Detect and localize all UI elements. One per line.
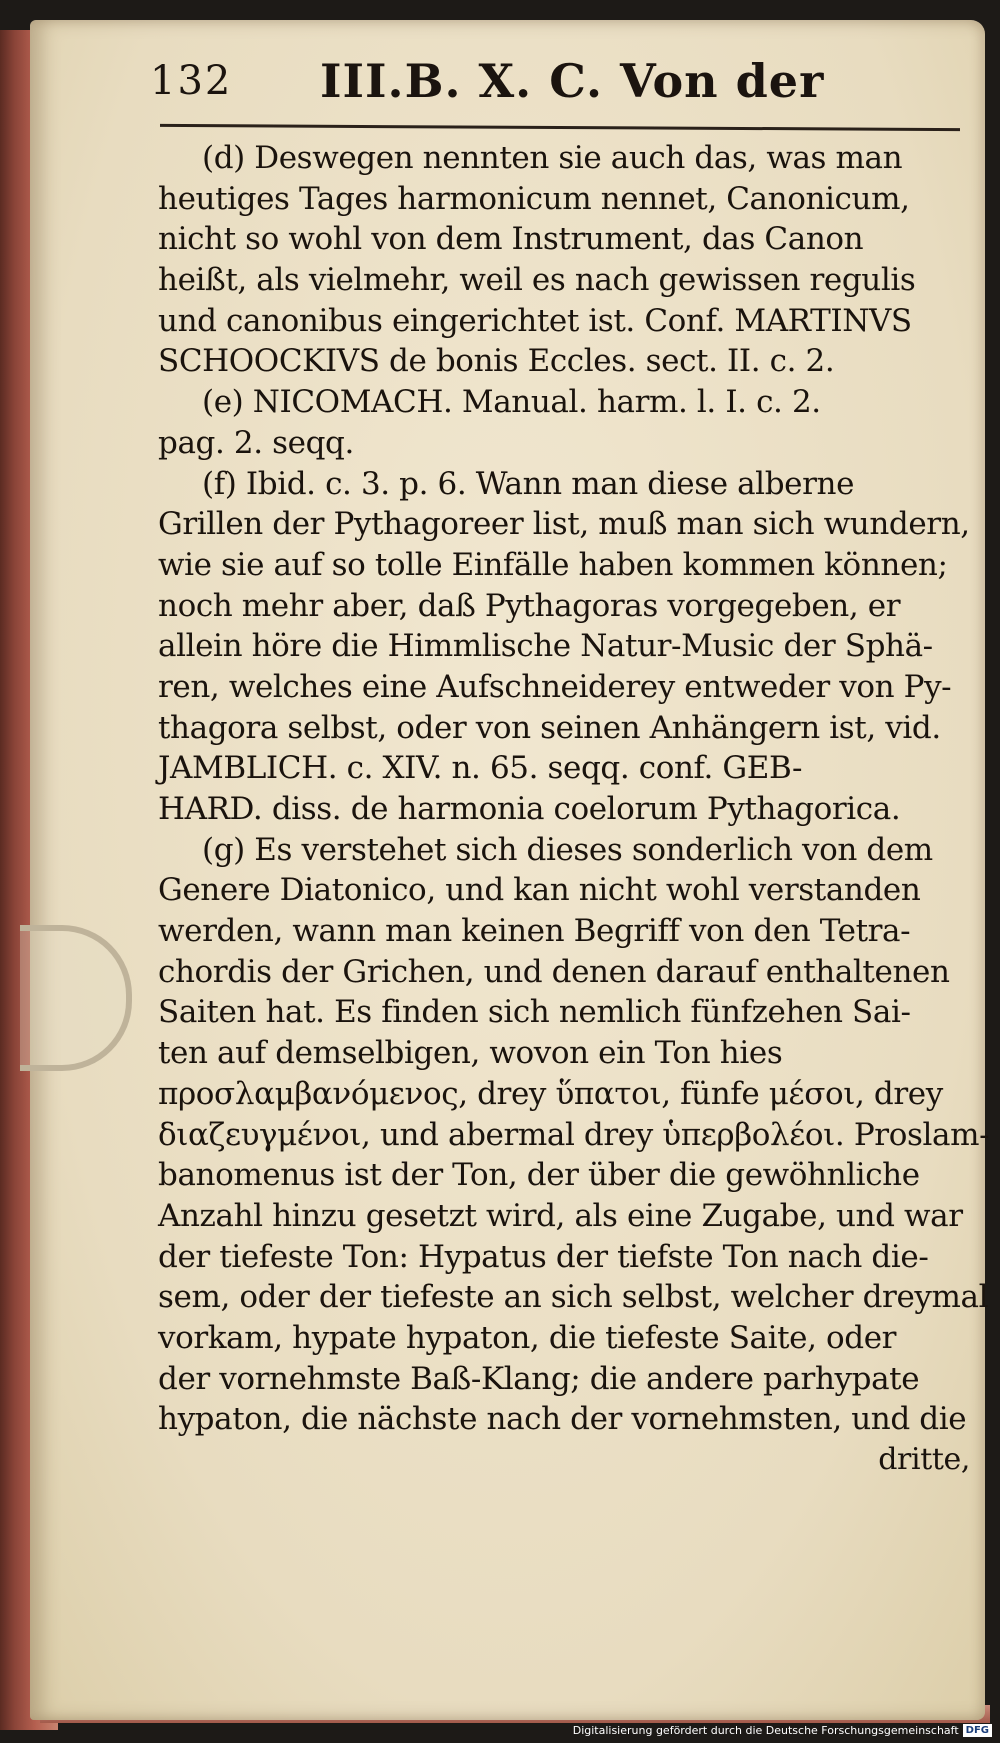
text-line: und canonibus eingerichtet ist. Conf. MARTINVS bbox=[158, 302, 912, 339]
text-line: werden, wann man keinen Begriff von den Tetra- bbox=[158, 913, 911, 950]
text-line: banomenus ist der Ton, der über die gewöhnliche bbox=[158, 1157, 920, 1194]
text-line: διαζευγμένοι, und abermal drey ὑπερβολέοι. Proslam- bbox=[158, 1116, 990, 1153]
text-line: heutiges Tages harmonicum nennet, Canonicum, bbox=[158, 180, 910, 217]
text-line: SCHOOCKIVS de bonis Eccles. sect. II. c. 2. bbox=[158, 343, 835, 380]
text-line: HARD. diss. de harmonia coelorum Pythagorica. bbox=[158, 791, 901, 827]
dfg-logo: DFG bbox=[963, 1724, 992, 1737]
text-block bbox=[158, 138, 990, 1481]
text-line: hypaton, die nächste nach der vornehmsten, und die bbox=[158, 1401, 967, 1438]
text-line: der tiefeste Ton: Hypatus der tiefste Ton nach die- bbox=[158, 1238, 929, 1275]
text-line: pag. 2. seqq. bbox=[158, 424, 354, 461]
text-line: heißt, als vielmehr, weil es nach gewissen regulis bbox=[158, 262, 916, 299]
text-line: allein höre die Himmlische Natur-Music der Sphä- bbox=[158, 628, 933, 665]
page-header bbox=[150, 54, 920, 118]
text-line: προσλαμβανόμενος, drey ὕπατοι, fünfe μέσοι, drey bbox=[158, 1075, 943, 1112]
text-line: (g) Es verstehet sich dieses sonderlich von dem bbox=[202, 831, 933, 868]
text-line: Genere Diatonico, und kan nicht wohl verstanden bbox=[158, 872, 921, 909]
text-line: chordis der Grichen, und denen darauf enthaltenen bbox=[158, 953, 950, 990]
text-line: Anzahl hinzu gesetzt wird, als eine Zugabe, und war bbox=[158, 1197, 963, 1234]
text-line: (e) NICOMACH. Manual. harm. l. I. c. 2. bbox=[202, 384, 821, 421]
text-line: ren, welches eine Aufschneiderey entweder von Py- bbox=[158, 668, 952, 705]
text-line: der vornehmste Baß-Klang; die andere parhypate bbox=[158, 1360, 920, 1397]
text-line: vorkam, hypate hypaton, die tiefeste Saite, oder bbox=[158, 1319, 897, 1356]
text-line: noch mehr aber, daß Pythagoras vorgegeben, er bbox=[158, 587, 901, 624]
text-line: thagora selbst, oder von seinen Anhängern ist, vid. bbox=[158, 709, 941, 746]
text-line: Saiten hat. Es finden sich nemlich fünfzehen Sai- bbox=[158, 994, 911, 1031]
running-head: III.B. X. C. Von der bbox=[320, 54, 825, 108]
text-line: Grillen der Pythagoreer list, muß man sich wundern, bbox=[158, 506, 970, 543]
text-line: (d) Deswegen nennten sie auch das, was man bbox=[202, 140, 903, 176]
book-clasp bbox=[20, 925, 132, 1071]
catchword: dritte, bbox=[878, 1442, 970, 1477]
text-line: nicht so wohl von dem Instrument, das Canon bbox=[158, 221, 864, 258]
text-line: wie sie auf so tolle Einfälle haben kommen können; bbox=[158, 546, 948, 583]
text-line: sem, oder der tiefeste an sich selbst, welcher dreymal bbox=[158, 1279, 989, 1316]
text-line: ten auf demselbigen, wovon ein Ton hies bbox=[158, 1035, 783, 1072]
page-number: 132 bbox=[150, 58, 233, 104]
credit-text: Digitalisierung gefördert durch die Deutsche Forschungsgemeinschaft bbox=[572, 1724, 959, 1737]
digitization-credit bbox=[573, 1724, 992, 1737]
text-line: (f) Ibid. c. 3. p. 6. Wann man diese alberne bbox=[202, 465, 855, 502]
text-line: JAMBLICH. c. XIV. n. 65. seqq. conf. GEB- bbox=[158, 750, 803, 787]
